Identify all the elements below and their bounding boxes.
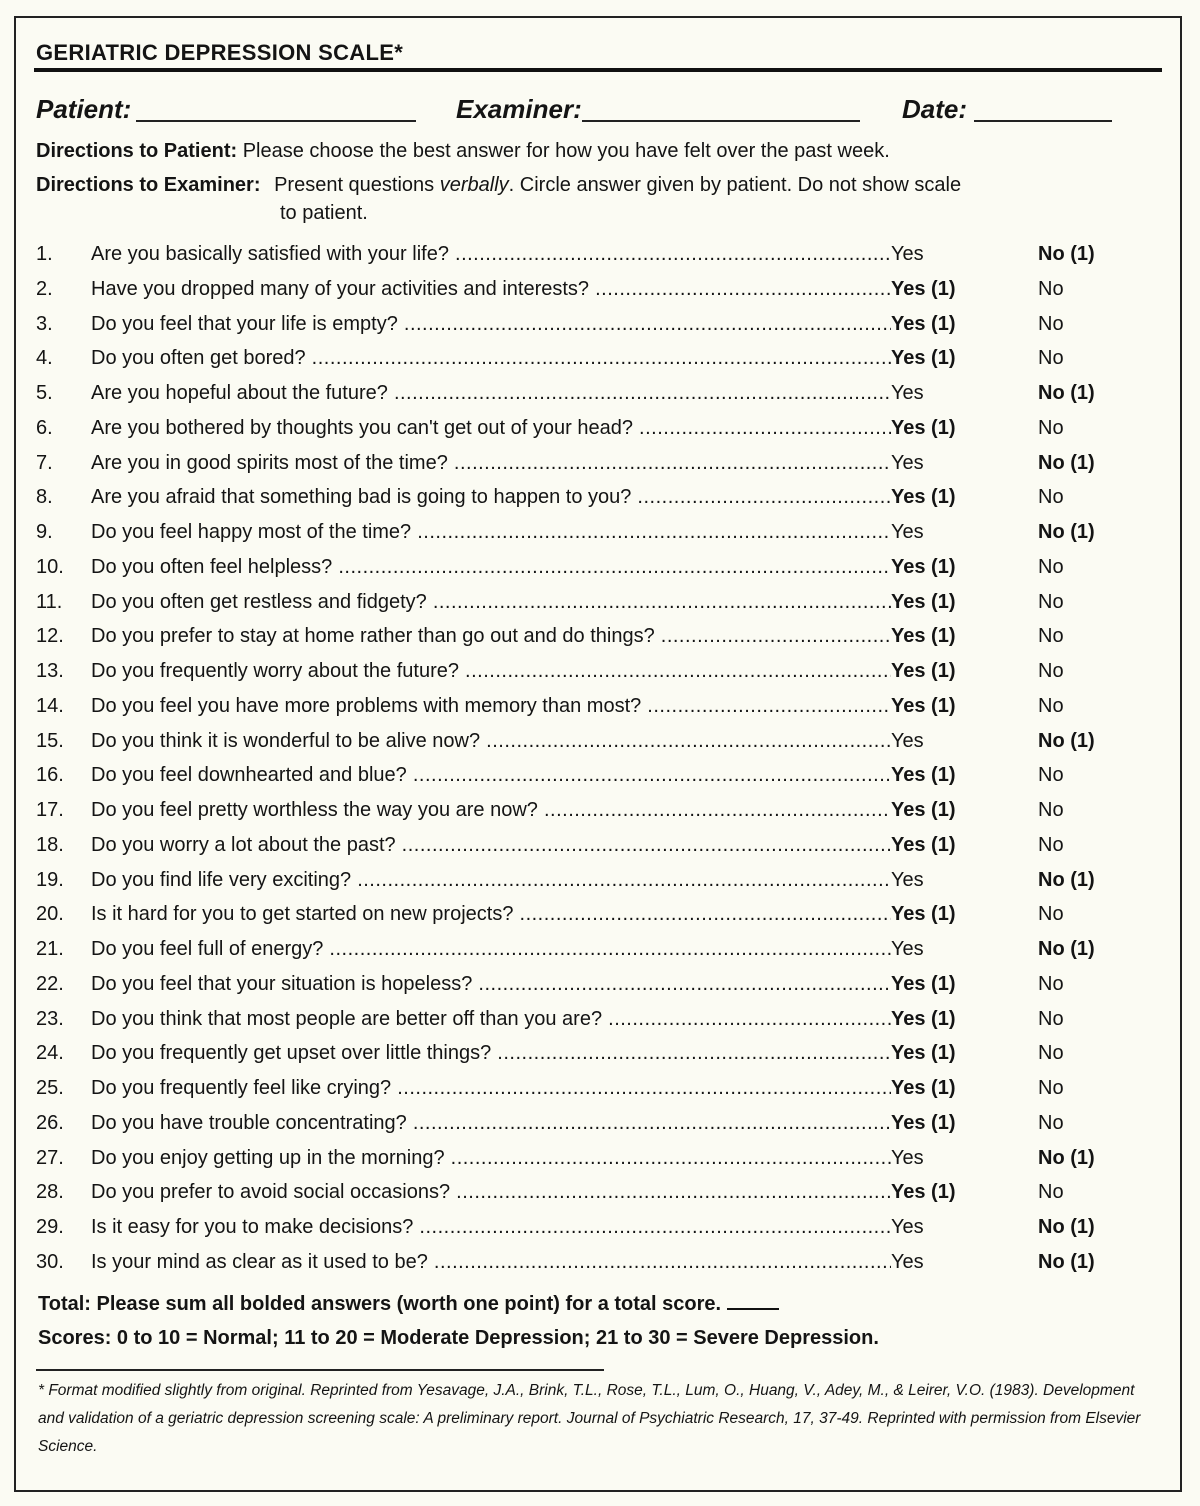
question-text: Do you feel that your life is empty? ..... xyxy=(91,313,891,336)
answer-no[interactable]: No xyxy=(1038,347,1064,370)
answer-yes[interactable]: Yes (1) xyxy=(891,903,956,926)
answer-no[interactable]: No (1) xyxy=(1038,729,1095,752)
question-row xyxy=(36,1112,1136,1147)
answer-yes[interactable]: Yes (1) xyxy=(891,1042,956,1065)
question-number: 21. xyxy=(36,938,64,960)
answer-yes[interactable]: Yes xyxy=(891,729,924,752)
answer-yes[interactable]: Yes xyxy=(891,451,924,474)
answer-no[interactable]: No xyxy=(1038,416,1064,439)
question-text: Do you have trouble concentrating? ..... xyxy=(91,1112,891,1135)
question-text: Is it hard for you to get started on new projects? ..... xyxy=(91,903,891,926)
question-text: Do you worry a lot about the past? ..... xyxy=(91,834,891,857)
question-number: 9. xyxy=(36,521,53,543)
question-number: 23. xyxy=(36,1007,64,1030)
question-row xyxy=(36,799,1136,834)
answer-yes[interactable]: Yes xyxy=(891,243,924,265)
question-text: Do you prefer to stay at home rather than go out and do things? ..... xyxy=(91,625,891,648)
answer-yes[interactable]: Yes (1) xyxy=(891,277,956,300)
question-number: 22. xyxy=(36,972,64,995)
directions-examiner-label: Directions to Examiner: xyxy=(36,174,261,196)
question-row xyxy=(36,660,1136,695)
question-number: 25. xyxy=(36,1077,64,1099)
answer-no[interactable]: No (1) xyxy=(1038,521,1095,543)
answer-no[interactable]: No xyxy=(1038,903,1064,926)
answer-yes[interactable]: Yes (1) xyxy=(891,555,956,578)
question-text: Do you often feel helpless? ..... xyxy=(91,556,891,579)
question-row xyxy=(36,1181,1136,1216)
question-text: Are you afraid that something bad is going to happen to you? ..... xyxy=(91,486,891,509)
answer-yes[interactable]: Yes (1) xyxy=(891,486,956,509)
total-score-field[interactable] xyxy=(727,1308,779,1310)
directions-patient xyxy=(36,140,890,163)
question-number: 15. xyxy=(36,729,64,752)
question-row xyxy=(36,834,1136,869)
date-field[interactable] xyxy=(974,120,1112,122)
answer-yes[interactable]: Yes (1) xyxy=(891,416,956,439)
question-text: Is it easy for you to make decisions? ..... xyxy=(91,1216,891,1239)
answer-no[interactable]: No xyxy=(1038,1042,1064,1065)
question-row xyxy=(36,591,1136,626)
answer-no[interactable]: No xyxy=(1038,833,1064,856)
answer-yes[interactable]: Yes (1) xyxy=(891,1111,956,1134)
answer-yes[interactable]: Yes (1) xyxy=(891,1077,956,1099)
answer-no[interactable]: No xyxy=(1038,1007,1064,1030)
question-text: Do you find life very exciting? ..... xyxy=(91,869,891,892)
question-row xyxy=(36,278,1136,313)
answer-no[interactable]: No xyxy=(1038,694,1064,717)
answer-yes[interactable]: Yes xyxy=(891,1250,924,1273)
answer-yes[interactable]: Yes xyxy=(891,521,924,543)
answer-no[interactable]: No xyxy=(1038,660,1064,682)
question-row xyxy=(36,764,1136,799)
question-number: 3. xyxy=(36,312,53,335)
directions-patient-text: Please choose the best answer for how you have felt over the past week. xyxy=(242,140,890,162)
question-row xyxy=(36,973,1136,1008)
answer-no[interactable]: No (1) xyxy=(1038,868,1095,891)
date-label: Date: xyxy=(902,94,968,124)
question-text: Do you feel full of energy? ..... xyxy=(91,938,891,961)
question-text: Do you enjoy getting up in the morning? ..... xyxy=(91,1147,891,1170)
patient-field[interactable] xyxy=(136,120,416,122)
answer-yes[interactable]: Yes (1) xyxy=(891,972,956,995)
answer-no[interactable]: No xyxy=(1038,972,1064,995)
question-text: Do you often get bored? ..... xyxy=(91,347,891,370)
directions-examiner-text xyxy=(274,174,961,196)
question-row xyxy=(36,521,1136,556)
question-number: 27. xyxy=(36,1146,64,1169)
answer-no[interactable]: No xyxy=(1038,555,1064,578)
total-text: Total: Please sum all bolded answers (worth one point) for a total score. xyxy=(38,1293,722,1315)
patient-label: Patient: xyxy=(36,94,132,124)
question-number: 13. xyxy=(36,660,64,682)
question-number: 19. xyxy=(36,868,64,891)
question-number: 10. xyxy=(36,555,64,578)
question-text: Do you feel happy most of the time? ..... xyxy=(91,521,891,544)
directions-examiner-text-2: . Circle answer given by patient. Do not show scale xyxy=(508,174,962,196)
question-number: 12. xyxy=(36,625,64,648)
question-text: Have you dropped many of your activities and interests? ..... xyxy=(91,278,891,301)
question-text: Do you feel downhearted and blue? ..... xyxy=(91,764,891,787)
answer-yes[interactable]: Yes xyxy=(891,1216,924,1238)
question-text: Do you feel you have more problems with memory than most? ..... xyxy=(91,695,891,718)
question-row xyxy=(36,1147,1136,1182)
answer-no[interactable]: No xyxy=(1038,764,1064,787)
question-number: 8. xyxy=(36,486,53,509)
question-row xyxy=(36,556,1136,591)
question-number: 11. xyxy=(36,590,63,613)
question-row xyxy=(36,869,1136,904)
answer-no[interactable]: No xyxy=(1038,486,1064,509)
answer-no[interactable]: No (1) xyxy=(1038,1216,1095,1238)
total-line xyxy=(38,1293,779,1316)
answer-yes[interactable]: Yes (1) xyxy=(891,590,956,613)
footnote: * Format modified slightly from original. Reprinted from Yesavage, J.A., Brink, T.L., Rose, T.L., Lum, O., Huang, V., Adey, M., & Leirer, V.O. (1983). Development and validation of a geriatric depression screening scale: A preliminary report. Journal of Psychiatric Research, 17, 37-49. Reprinted with permission from Elsevier Science. xyxy=(38,1382,1141,1455)
answer-yes[interactable]: Yes (1) xyxy=(891,799,956,821)
answer-yes[interactable]: Yes (1) xyxy=(891,833,956,856)
answer-yes[interactable]: Yes (1) xyxy=(891,1007,956,1030)
footnote-rule xyxy=(36,1369,604,1371)
question-text: Are you bothered by thoughts you can't get out of your head? ..... xyxy=(91,417,891,440)
question-row xyxy=(36,243,1136,278)
scores-line: Scores: 0 to 10 = Normal; 11 to 20 = Moderate Depression; 21 to 30 = Severe Depression. xyxy=(38,1327,879,1349)
answer-no[interactable]: No (1) xyxy=(1038,1250,1095,1273)
question-row xyxy=(36,938,1136,973)
question-number: 24. xyxy=(36,1042,64,1065)
question-number: 17. xyxy=(36,799,64,821)
question-row xyxy=(36,486,1136,521)
page-title: GERIATRIC DEPRESSION SCALE* xyxy=(36,40,404,65)
question-number: 18. xyxy=(36,833,64,856)
directions-patient-label: Directions to Patient: xyxy=(36,140,238,162)
question-number: 5. xyxy=(36,382,53,404)
answer-yes[interactable]: Yes xyxy=(891,1146,924,1169)
question-text: Do you frequently feel like crying? ..... xyxy=(91,1077,891,1100)
answer-yes[interactable]: Yes (1) xyxy=(891,660,956,682)
question-row xyxy=(36,382,1136,417)
question-number: 26. xyxy=(36,1111,64,1134)
answer-no[interactable]: No xyxy=(1038,312,1064,335)
question-text: Do you think that most people are better off than you are? ..... xyxy=(91,1008,891,1031)
question-row xyxy=(36,1008,1136,1043)
question-number: 14. xyxy=(36,694,64,717)
question-row xyxy=(36,452,1136,487)
question-number: 29. xyxy=(36,1216,64,1238)
question-text: Do you think it is wonderful to be alive now? ..... xyxy=(91,730,891,753)
question-text: Do you frequently worry about the future? ..... xyxy=(91,660,891,683)
question-row xyxy=(36,313,1136,348)
question-text: Do you feel pretty worthless the way you are now? ..... xyxy=(91,799,891,822)
question-text: Do you prefer to avoid social occasions? ..... xyxy=(91,1181,891,1204)
question-text: Do you often get restless and fidgety? ..... xyxy=(91,591,891,614)
question-text: Do you frequently get upset over little things? ..... xyxy=(91,1042,891,1065)
question-number: 28. xyxy=(36,1181,64,1204)
answer-no[interactable]: No xyxy=(1038,277,1064,300)
answer-yes[interactable]: Yes xyxy=(891,938,924,960)
answer-no[interactable]: No xyxy=(1038,590,1064,613)
answer-no[interactable]: No xyxy=(1038,799,1064,821)
answer-no[interactable]: No xyxy=(1038,1111,1064,1134)
question-number: 20. xyxy=(36,903,64,926)
question-number: 30. xyxy=(36,1250,64,1273)
question-row xyxy=(36,1077,1136,1112)
answer-yes[interactable]: Yes (1) xyxy=(891,694,956,717)
answer-no[interactable]: No xyxy=(1038,625,1064,648)
answer-yes[interactable]: Yes (1) xyxy=(891,347,956,370)
question-row xyxy=(36,625,1136,660)
answer-no[interactable]: No xyxy=(1038,1077,1064,1099)
question-text: Do you feel that your situation is hopeless? ..... xyxy=(91,973,891,996)
question-row xyxy=(36,730,1136,765)
answer-no[interactable]: No (1) xyxy=(1038,938,1095,960)
question-number: 2. xyxy=(36,277,53,300)
title-rule xyxy=(34,68,1162,72)
answer-no[interactable]: No (1) xyxy=(1038,243,1095,265)
question-number: 7. xyxy=(36,451,53,474)
answer-yes[interactable]: Yes xyxy=(891,868,924,891)
question-row xyxy=(36,1251,1136,1286)
question-number: 16. xyxy=(36,764,64,787)
question-row xyxy=(36,1216,1136,1251)
question-number: 4. xyxy=(36,347,53,370)
answer-yes[interactable]: Yes (1) xyxy=(891,764,956,787)
directions-examiner-text-1: Present questions xyxy=(274,174,440,196)
directions-examiner xyxy=(36,174,961,197)
question-row xyxy=(36,347,1136,382)
question-text: Are you hopeful about the future? ..... xyxy=(91,382,891,405)
question-number: 1. xyxy=(36,243,53,265)
answer-yes[interactable]: Yes (1) xyxy=(891,312,956,335)
answer-no[interactable]: No (1) xyxy=(1038,1146,1095,1169)
question-number: 6. xyxy=(36,416,53,439)
question-row xyxy=(36,417,1136,452)
answer-yes[interactable]: Yes (1) xyxy=(891,1181,956,1204)
examiner-label: Examiner: xyxy=(456,94,582,124)
question-row xyxy=(36,1042,1136,1077)
answer-yes[interactable]: Yes xyxy=(891,382,924,404)
answer-no[interactable]: No xyxy=(1038,1181,1064,1204)
directions-examiner-cont: to patient. xyxy=(280,202,368,224)
question-row xyxy=(36,695,1136,730)
examiner-field[interactable] xyxy=(582,120,860,122)
answer-yes[interactable]: Yes (1) xyxy=(891,625,956,648)
question-text: Is your mind as clear as it used to be? ..... xyxy=(91,1251,891,1274)
question-text: Are you basically satisfied with your life? ..... xyxy=(91,243,891,266)
answer-no[interactable]: No (1) xyxy=(1038,451,1095,474)
directions-examiner-emphasis: verbally xyxy=(439,174,509,196)
question-text: Are you in good spirits most of the time? ..... xyxy=(91,452,891,475)
question-row xyxy=(36,903,1136,938)
answer-no[interactable]: No (1) xyxy=(1038,382,1095,404)
